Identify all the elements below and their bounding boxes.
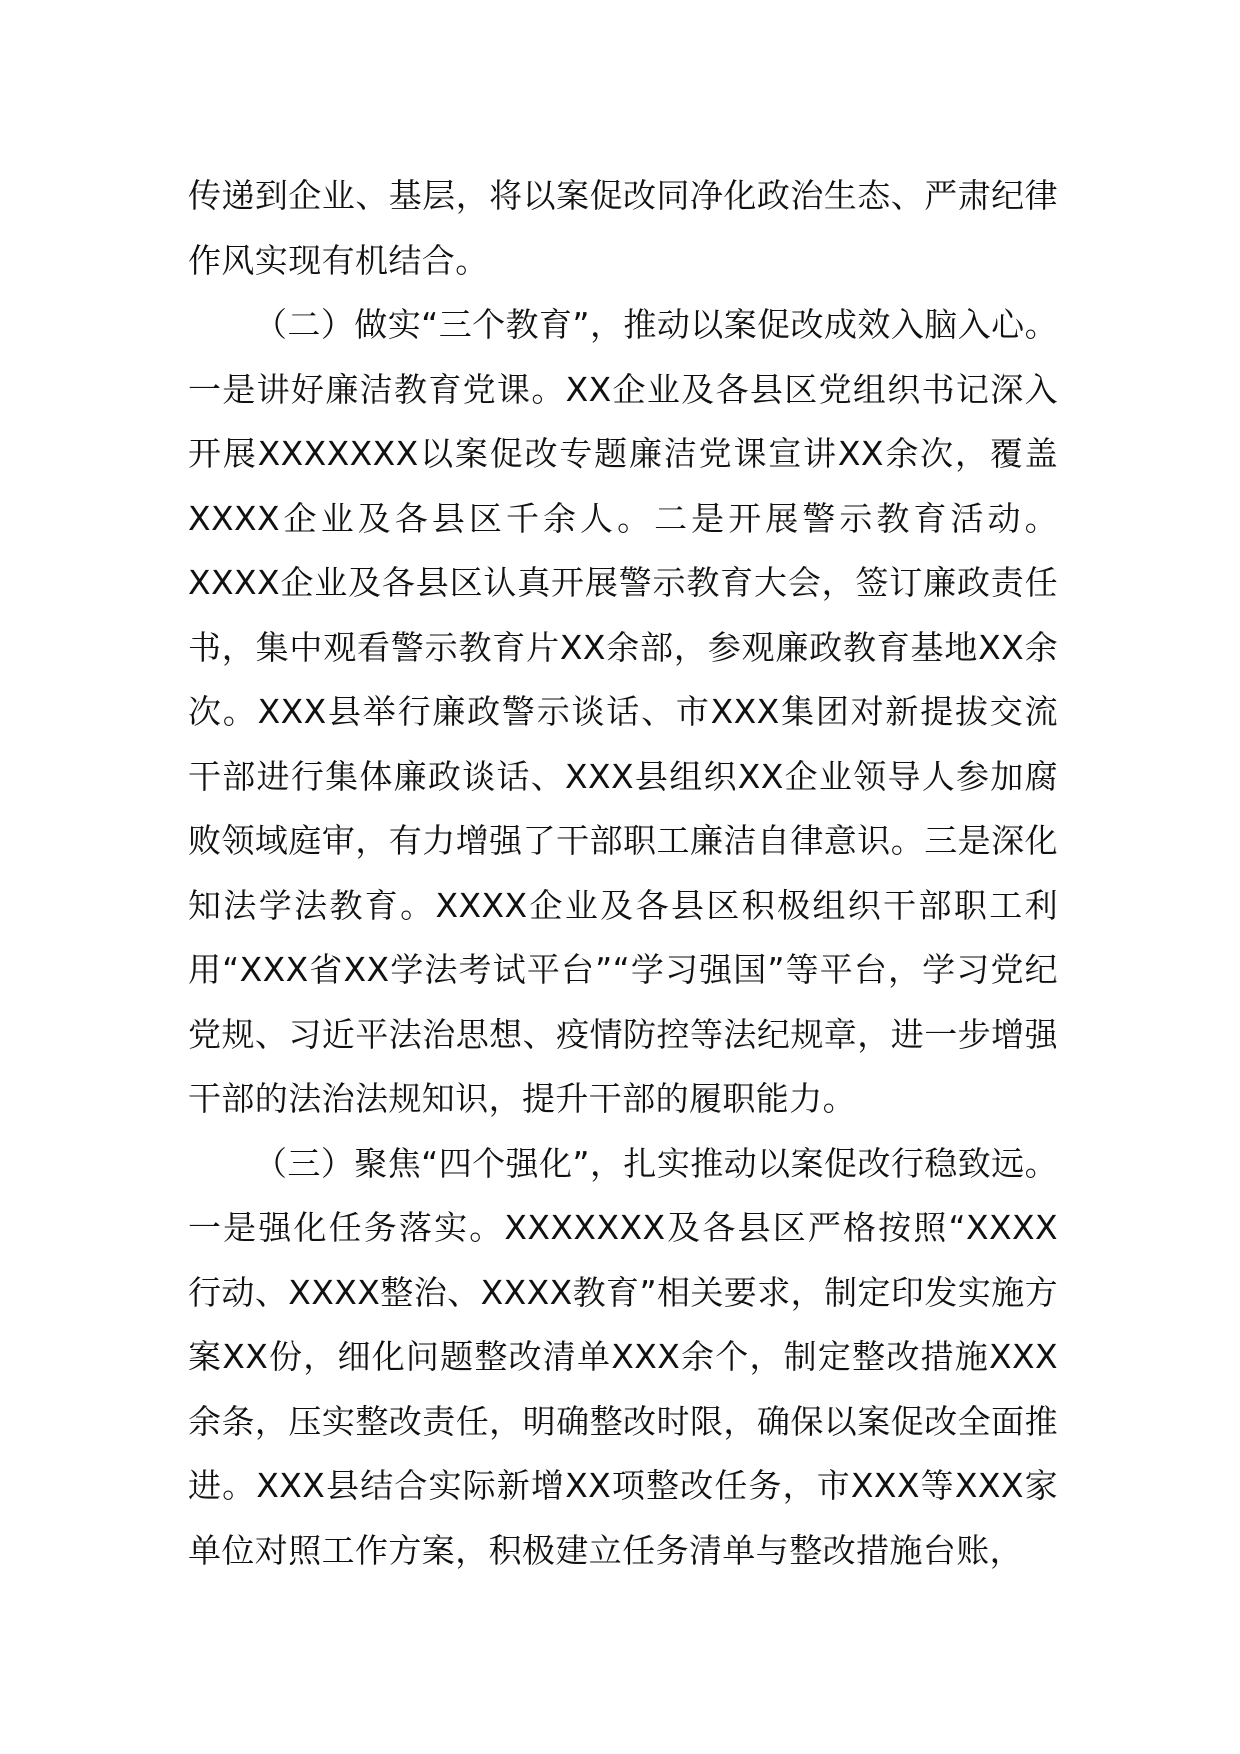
paragraph-section-two: （二）做实“三个教育”，推动以案促改成效入脑入心。一是讲好廉洁教育党课。XX企业及各县区党组织书记深入开展XXXXXXX以案促改专题廉洁党课宣讲XX余次，覆盖XXXX企业及各县区千余人。二是开展警示教育活动。XXXX企业及各县区认真开展警示教育大会，签订廉政责任书，集中观看警示教育片XX余部，参观廉政教育基地XX余次。XXX县举行廉政警示谈话、市XXX集团对新提拔交流干部进行集体廉政谈话、XXX县组织XX企业领导人参加腐败领域庭审，有力增强了干部职工廉洁自律意识。三是深化知法学法教育。XXXX企业及各县区积极组织干部职工利用“XXX省XX学法考试平台”“学习强国”等平台，学习党纪党规、习近平法治思想、疫情防控等法纪规章，进一步增强干部的法治法规知识，提升干部的履职能力。 [188, 305, 1058, 1118]
paragraph-section-three: （三）聚焦“四个强化”，扎实推动以案促改行稳致远。一是强化任务落实。XXXXXXX及各县区严格按照“XXXX行动、XXXX整治、XXXX教育”相关要求，制定印发实施方案XX份，细化问题整改清单XXX余个，制定整改措施XXX余条，压实整改责任，明确整改时限，确保以案促改全面推进。XXX县结合实际新增XX项整改任务，市XXX等XXX家单位对照工作方案，积极建立任务清单与整改措施台账， [188, 1143, 1058, 1570]
paragraph-continuation: 传递到企业、基层，将以案促改同净化政治生态、严肃纪律作风实现有机结合。 [188, 176, 1058, 280]
body-text [188, 164, 1058, 1583]
